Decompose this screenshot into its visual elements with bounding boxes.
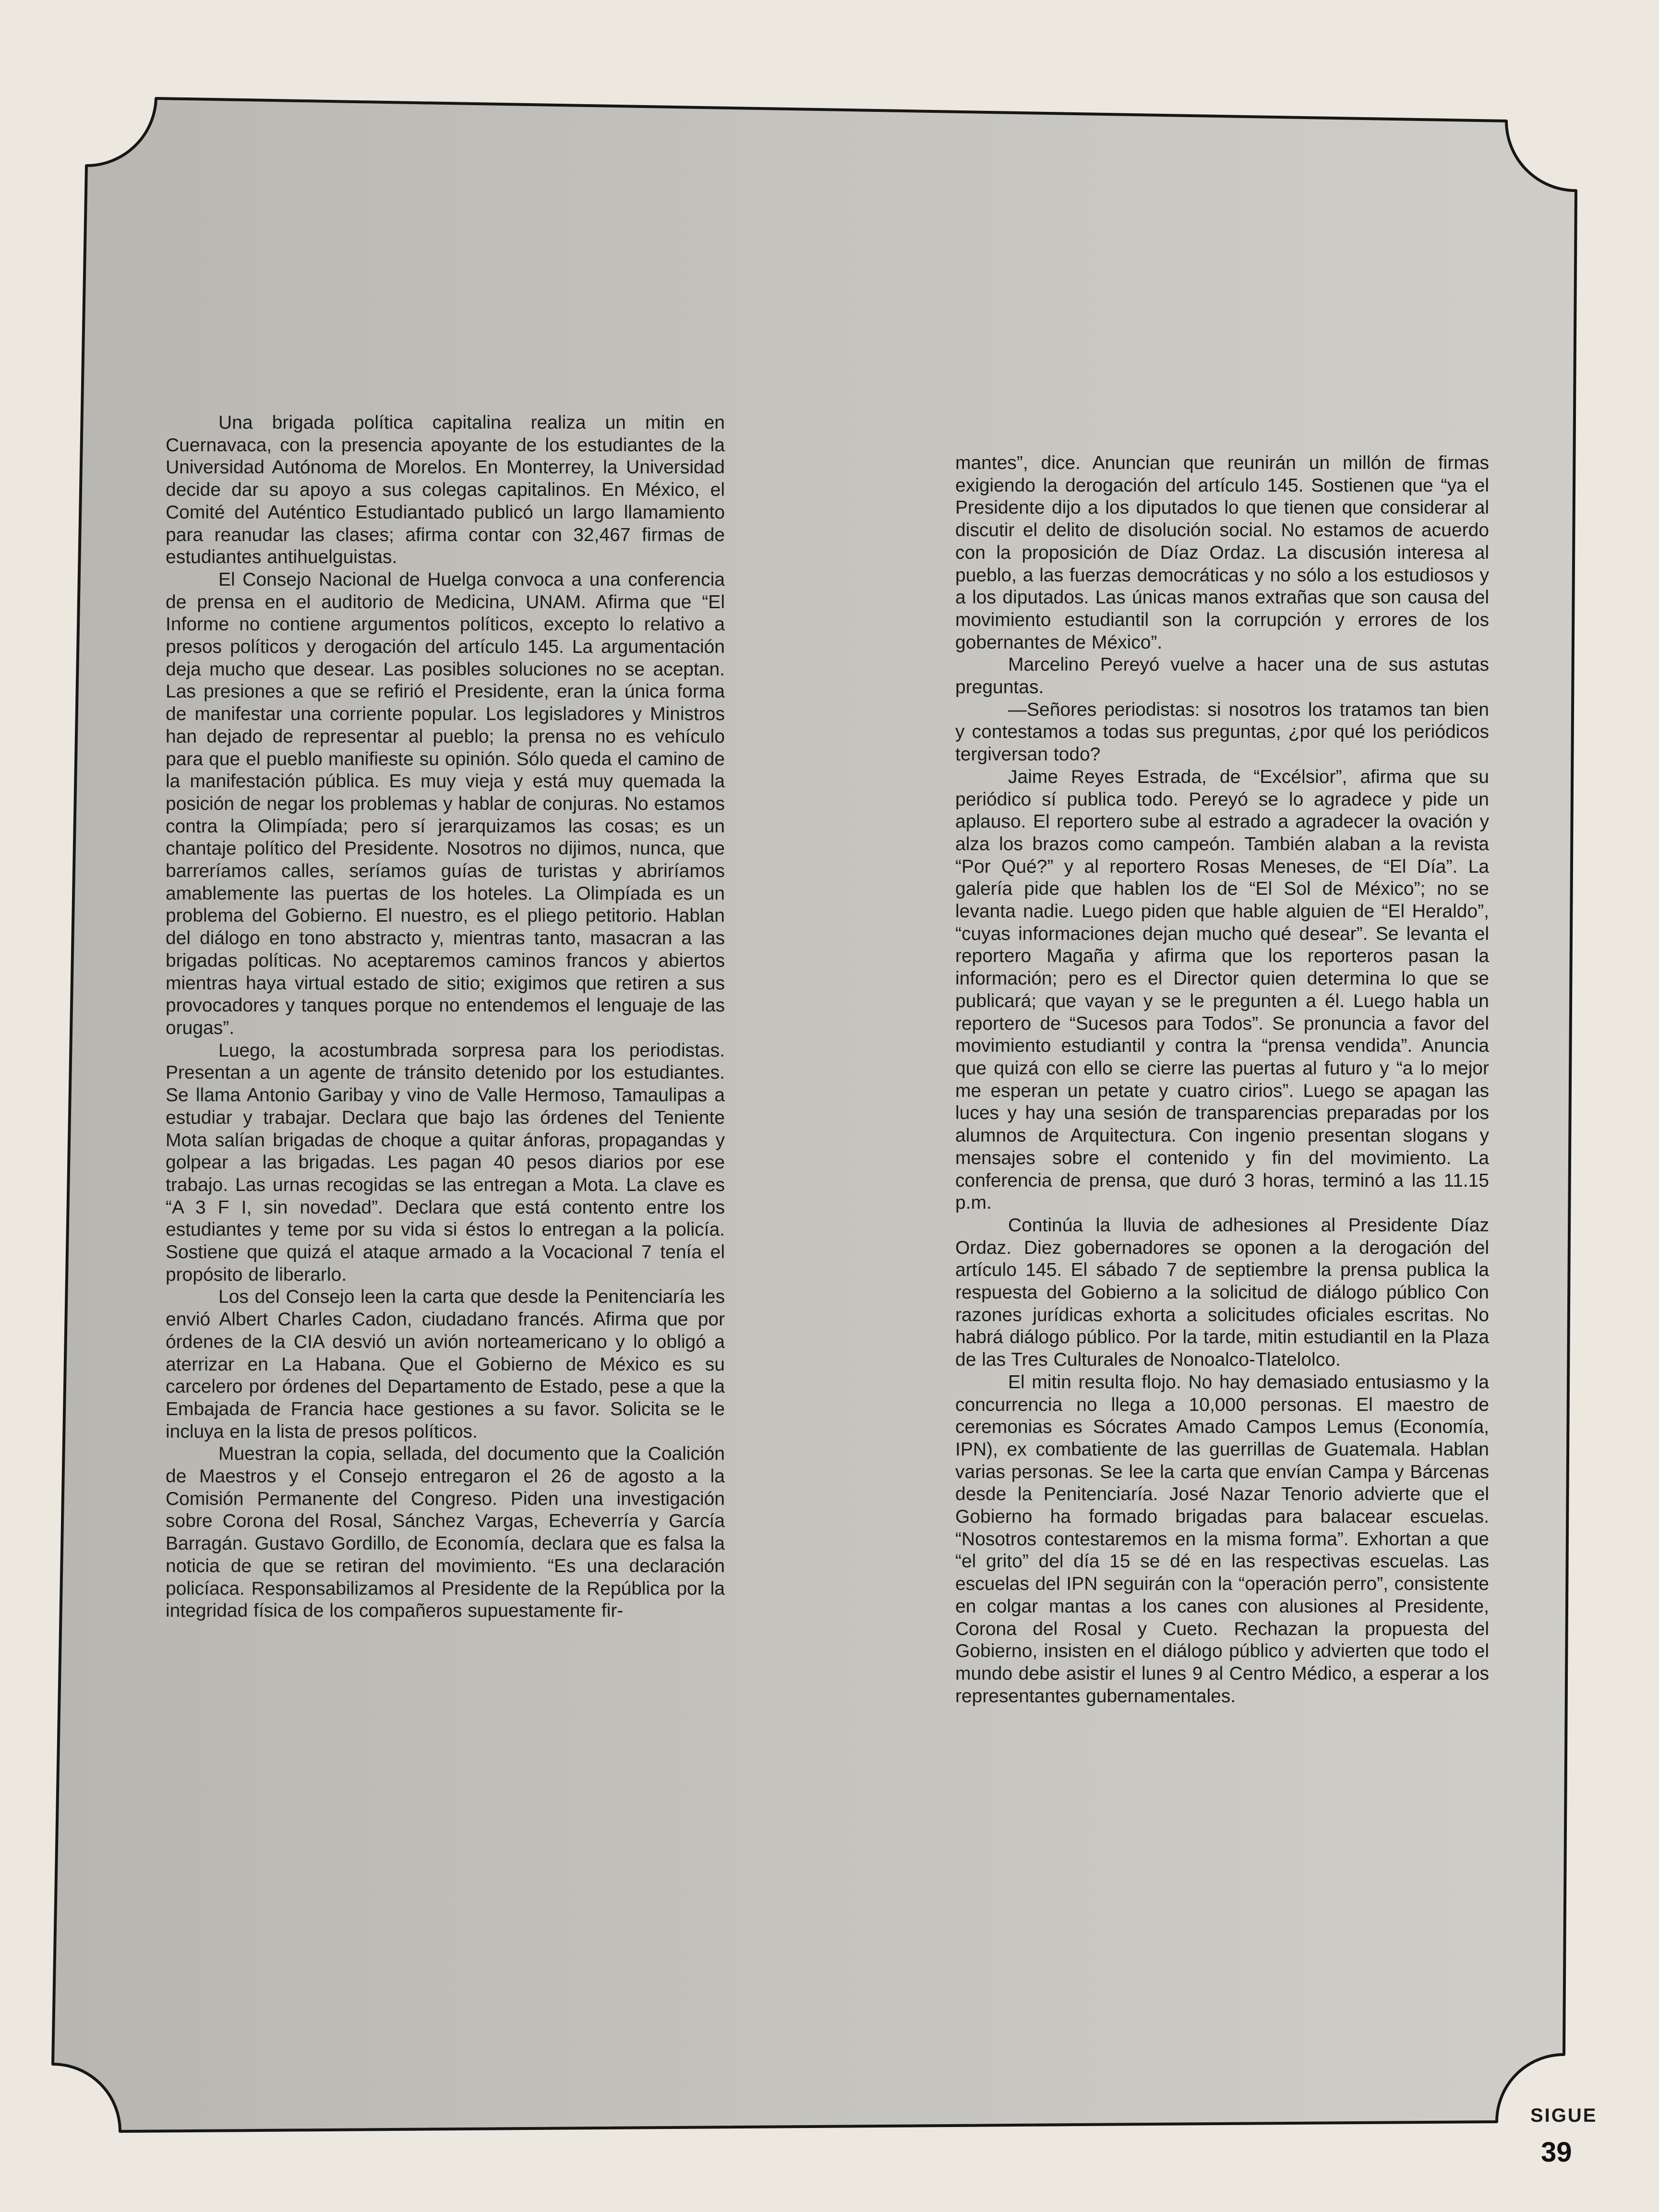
left-paragraph-4: Los del Consejo leen la carta que desde la Penitenciaría les envió Albert Charles Cadon, ciudadano francés. Afirma que por órdenes de la CIA desvió un avión norteamericano y lo obligó a aterrizar en La Habana. Que el Gobierno de México es su carcelero por órdenes del Departamento de Estado, pese a que la Embajada de Francia hace gestiones a su favor. Solicita se le incluya en la lista de presos políticos. xyxy=(166,1286,725,1442)
left-paragraph-3: Luego, la acostumbrada sorpresa para los periodistas. Presentan a un agente de tránsito detenido por los estudiantes. Se llama Antonio Garibay y vino de Valle Hermoso, Tamaulipas a estudiar y trabajar. Declara que bajo las órdenes del Teniente Mota salían brigadas de choque a quitar ánforas, propagandas y golpear a las brigadas. Les pagan 40 pesos diarios por ese trabajo. Las urnas recogidas se las entregan a Mota. La clave es “A 3 F I, sin novedad”. Declara que está contento entre los estudiantes y teme por su vida si éstos lo entregan a la policía. Sostiene que quizá el ataque armado a la Vocacional 7 tenía el propósito de liberarlo. xyxy=(166,1040,725,1285)
right-paragraph-1: mantes”, dice. Anuncian que reunirán un millón de firmas exigiendo la derogación del artículo 145. Sostienen que “ya el Presidente dijo a los diputados lo que tienen que considerar al discutir el delito de disolución social. No estamos de acuerdo con la proposición de Díaz Ordaz. La discusión interesa al pueblo, a las fuerzas democráticas y no sólo a los estudiosos y a los diputados. Las únicas manos extrañas que son causa del movimiento estudiantil son la corrupción y errores de los gobernantes de México”. xyxy=(955,453,1489,653)
right-paragraph-4: Jaime Reyes Estrada, de “Excélsior”, afirma que su periódico sí publica todo. Pereyó se lo agradece y pide un aplauso. El reportero sube al estrado a agradecer la ovación y alza los brazos como campeón. También alaban a la revista “Por Qué?” y al reportero Rosas Meneses, de “El Día”. La galería pide que hablen los de “El Sol de México”; no se levanta nadie. Luego piden que hable alguien de “El Heraldo”, “cuyas informaciones dejan mucho qué desear”. Se levanta el reportero Magaña y afirma que los reporteros pasan la información; pero es el Director quien determina lo que se publicará; que vayan y se le pregunten a él. Luego habla un reportero de “Sucesos para Todos”. Se pronuncia a favor del movimiento estudiantil y contra la “prensa vendida”. Anuncia que quizá con ello se cierre las puertas al futuro y “a lo mejor me esperan un petate y cuatro cirios”. Luego se apagan las luces y hay una sesión de transparencias preparadas por los alumnos de Arquitectura. Con ingenio presentan slogans y mensajes sobre el contenido y fin del movimiento. La conferencia de prensa, que duró 3 horas, terminó a las 11.15 p.m. xyxy=(955,766,1489,1214)
left-paragraph-1: Una brigada política capitalina realiza un mitin en Cuernavaca, con la presencia apoyante de los estudiantes de la Universidad Autónoma de Morelos. En Monterrey, la Universidad decide dar su apoyo a sus colegas capitalinos. En México, el Comité del Auténtico Estudiantado publicó un largo llamamiento para reanudar las clases; afirma contar con 32,467 firmas de estudiantes antihuelguistas. xyxy=(166,412,725,568)
article-right-column xyxy=(955,452,1489,1707)
right-paragraph-6: El mitin resulta flojo. No hay demasiado entusiasmo y la concurrencia no llega a 10,000 personas. El maestro de ceremonias es Sócrates Amado Campos Lemus (Economía, IPN), ex combatiente de las guerrillas de Guatemala. Hablan varias personas. Se lee la carta que envían Campa y Bárcenas desde la Penitenciaría. José Nazar Tenorio advierte que el Gobierno ha formado brigadas para balacear escuelas. “Nosotros contestaremos en la misma forma”. Exhortan a que “el grito” del día 15 se dé en las respectivas escuelas. Las escuelas del IPN seguirán con la “operación perro”, consistente en colgar mantas a los canes con alusiones al Presidente, Corona del Rosal y Cueto. Rechazan la propuesta del Gobierno, insisten en el diálogo público y advierten que todo el mundo debe asistir el lunes 9 al Centro Médico, a esperar a los representantes gubernamentales. xyxy=(955,1371,1489,1707)
continue-label: SIGUE xyxy=(1530,2105,1598,2126)
article-left-column xyxy=(166,412,725,1623)
page-number: 39 xyxy=(1541,2137,1572,2168)
right-paragraph-2: Marcelino Pereyó vuelve a hacer una de sus astutas preguntas. xyxy=(955,654,1489,698)
right-paragraph-5: Continúa la lluvia de adhesiones al Presidente Díaz Ordaz. Diez gobernadores se oponen a la derogación del artículo 145. El sábado 7 de septiembre la prensa publica la respuesta del Gobierno a la solicitud de diálogo público Con razones jurídicas exhorta a solicitudes oficiales escritas. No habrá diálogo público. Por la tarde, mitin estudiantil en la Plaza de las Tres Culturales de Nonoalco-Tlatelolco. xyxy=(955,1214,1489,1370)
left-paragraph-5: Muestran la copia, sellada, del documento que la Coalición de Maestros y el Consejo entregaron el 26 de agosto a la Comisión Permanente del Congreso. Piden una investigación sobre Corona del Rosal, Sánchez Vargas, Echeverría y García Barragán. Gustavo Gordillo, de Economía, declara que es falsa la noticia de que se retiran del movimiento. “Es una declaración policíaca. Responsabilizamos al Presidente de la República por la integridad física de los compañeros supuestamente fir- xyxy=(166,1443,725,1622)
left-paragraph-2: El Consejo Nacional de Huelga convoca a una conferencia de prensa en el auditorio de Medicina, UNAM. Afirma que “El Informe no contiene argumentos políticos, excepto lo relativo a presos políticos y derogación del artículo 145. La argumentación deja mucho que desear. Las posibles soluciones no se aceptan. Las presiones a que se refirió el Presidente, eran la única forma de manifestar una corriente popular. Los legisladores y Ministros han dejado de representar al pueblo; la prensa no es vehículo para que el pueblo manifieste su opinión. Sólo queda el camino de la manifestación pública. Es muy vieja y está muy quemada la posición de negar los problemas y hablar de conjuras. No estamos contra la Olimpíada; pero sí jerarquizamos las cosas; es un chantaje político del Presidente. Nosotros no dijimos, nunca, que barreríamos calles, seríamos guías de turistas y abriríamos amablemente las puertas de los hoteles. La Olimpíada es un problema del Gobierno. El nuestro, es el pliego petitorio. Hablan del diálogo en tono abstracto y, mientras tanto, masacran a las brigadas políticas. No aceptaremos caminos francos y abiertos mientras haya virtual estado de sitio; exigimos que retiren a sus provocadores y tanques porque no entendemos el lenguaje de las orugas”. xyxy=(166,569,725,1038)
right-paragraph-3: —Señores periodistas: si nosotros los tratamos tan bien y contestamos a todas sus preguntas, ¿por qué los periódicos tergiversan todo? xyxy=(955,699,1489,765)
